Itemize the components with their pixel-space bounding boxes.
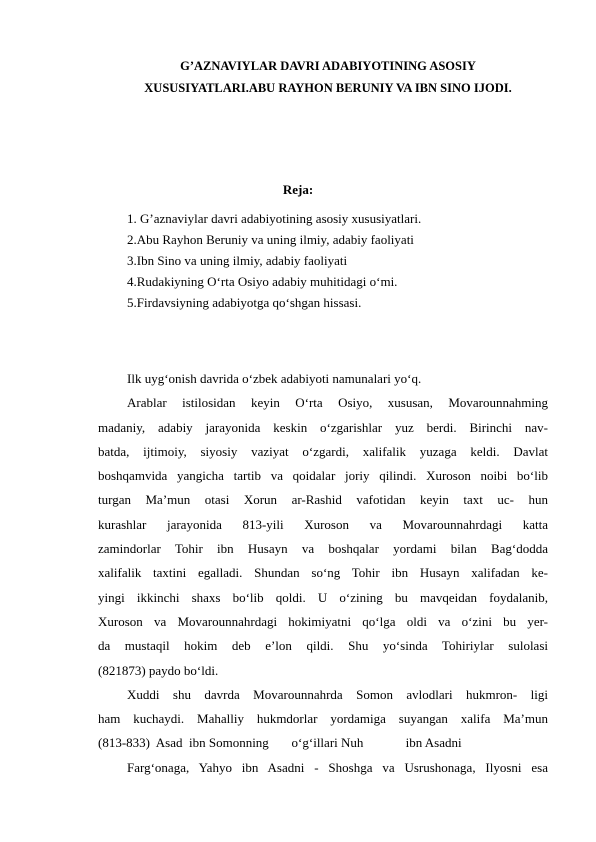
paragraph-line: turgan Ma’mun otasi Xorun ar-Rashid vafotidan keyin taxt uc- hun [98, 492, 548, 508]
paragraph-line: batda, ijtimoiy, siyosiy vaziyat o‘zgardi, xalifalik yuzaga keldi. Davlat [98, 443, 548, 459]
paragraph-line: ham kuchaydi. Mahalliy hukmdorlar yordamiga suyangan xalifa Ma’mun [98, 711, 548, 727]
paragraph-line: madaniy, adabiy jarayonida keskin o‘zgarishlar yuz berdi. Birinchi nav- [98, 419, 548, 435]
title-line-1: G’AZNAVIYLAR DAVRI ADABIYOTINING ASOSIY [180, 59, 476, 73]
paragraph-line: Xuddi shu davrda Movarounnahrda Somon avlodlari hukmron- ligi [127, 686, 548, 702]
paragraph-line: Farg‘onaga, Yahyo ibn Asadni - Shoshga va Usrushonaga, Ilyosni esa [127, 759, 548, 775]
title-line-2: XUSUSIYATLARI.ABU RAYHON BERUNIY VA IBN SINO IJODI. [144, 81, 512, 95]
plan-item: 5.Firdavsiyning adabiyotga qo‘shgan hissasi. [127, 295, 362, 310]
body-text [98, 367, 548, 780]
plan-heading: Reja: [282, 182, 314, 197]
paragraph-line: xalifalik taxtini egalladi. Shundan so‘ng Tohir ibn Husayn xalifadan ke- [98, 565, 548, 581]
plan-list [127, 208, 421, 313]
plan-item: 3.Ibn Sino va uning ilmiy, adabiy faoliyati [127, 253, 348, 268]
paragraph-line: da mustaqil hokim deb e’lon qildi. Shu yo‘sinda Tohiriylar sulolasi [98, 638, 548, 654]
paragraph-line: kurashlar jarayonida 813-yili Xuroson va Movarounnahrdagi katta [98, 516, 548, 532]
plan-item: 4.Rudakiyning O‘rta Osiyo adabiy muhitidagi o‘mi. [127, 274, 398, 289]
plan-item: 2.Abu Rayhon Beruniy va uning ilmiy, adabiy faoliyati [127, 232, 414, 247]
paragraph-line: zamindorlar Tohir ibn Husayn va boshqalar yordami bilan Bag‘dodda [98, 541, 548, 557]
paragraph-line: (821873) paydo bo‘ldi. [98, 662, 219, 678]
paragraph-line: boshqamvida yangicha tartib va qoidalar joriy qilindi. Xuroson noibi bo‘lib [98, 468, 548, 484]
plan-item: 1. G’aznaviylar davri adabiyotining asosiy xususiyatlari. [127, 211, 422, 226]
paragraph-line: (813-833) Asad ibn Somonning o‘g‘illari Nuh ibn Asadni [98, 735, 462, 751]
paragraph-line: Ilk uyg‘onish davrida o‘zbek adabiyoti namunalari yo‘q. [127, 371, 422, 386]
paragraph-line: yingi ikkinchi shaxs bo‘lib qoldi. U o‘zining bu mavqeidan foydalanib, [98, 589, 548, 605]
document-title [90, 55, 566, 99]
paragraph-line: Arablar istilosidan keyin O‘rta Osiyo, xususan, Movarounnahming [127, 395, 548, 411]
paragraph-line: Xuroson va Movarounnahrdagi hokimiyatni qo‘lga oldi va o‘zini bu yer- [98, 613, 548, 629]
